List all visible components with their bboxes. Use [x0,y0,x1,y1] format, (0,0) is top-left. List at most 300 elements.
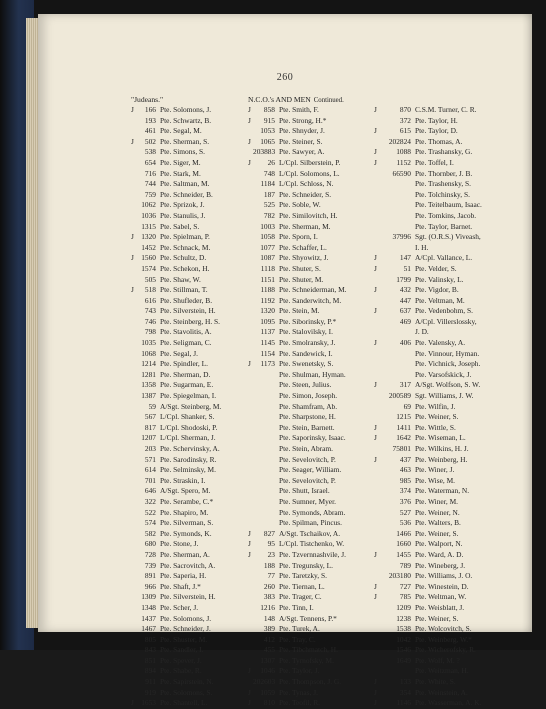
entry-number: 782 [263,210,275,220]
entry-number: 26 [267,157,275,167]
entry-name: Pte. Spever, J. [160,655,202,665]
roll-entry [248,455,347,466]
roll-entry [374,455,482,466]
entry-number: 1207 [141,433,156,443]
entry-number: 463 [399,465,411,475]
entry-number: 95 [267,539,275,549]
roll-entry [248,147,347,158]
entry-name: Pte. Sharpstone, H. [279,412,336,422]
entry-number: 69 [403,401,411,411]
entry-number [253,486,279,497]
roll-entry [131,455,221,466]
entry-name: Pte. Valensky, A. [415,338,466,348]
roll-entry [374,656,482,667]
entry-name: Pte. Walport, N. [415,539,463,549]
entry-number: 1215 [396,412,411,422]
entry-mark: J [248,136,251,146]
entry-number: 66590 [392,168,411,178]
entry-number: 1238 [396,613,411,623]
entry-number: 536 [399,518,411,528]
roll-entry [248,327,347,338]
roll-entry [131,529,221,540]
entry-name: Pte. Winestein, D. [415,581,469,591]
roll-entry [248,433,347,444]
entry-number: 919 [144,687,156,697]
entry-number: 1466 [396,528,411,538]
entry-number: 985 [399,475,411,485]
entry-name: Pte. Seager, William. [279,465,342,475]
roll-entry [131,603,221,614]
roll-entry [374,423,482,434]
entry-mark: J [131,232,134,242]
entry-name: A/Sgt. Steinberg, M. [160,401,222,411]
entry-number: 789 [399,560,411,570]
entry-name: Pte. Taylor, H. [415,115,458,125]
entry-name: Pte. Segal, M. [160,126,202,136]
entry-name: Pte. Tolchinsky, S. [415,189,470,199]
entry-mark: J [374,454,377,464]
entry-number: 518 [144,285,156,295]
entry-number: 1467 [141,624,156,634]
roll-entry [374,158,482,169]
entry-number: 1387 [141,391,156,401]
entry-name: Pte. Schneider, J. [160,624,211,634]
entry-number: 51 [403,263,411,273]
entry-name: Pte. Similovitch, H. [279,210,338,220]
entry-name: Pte. Turek, A. [279,624,320,634]
entry-number: 616 [144,295,156,305]
entry-mark: J [248,666,251,676]
entry-number: 1307 [260,655,275,665]
entry-number: 571 [144,454,156,464]
entry-name: Pte. Stein, M. [279,306,320,316]
entry-number [379,190,415,201]
entry-name: Pte. Sherman, M. [279,221,331,231]
entry-number: 1660 [396,539,411,549]
entry-name: Pte. Tzvernnashvile, J. [279,549,346,559]
entry-number: 728 [144,549,156,559]
entry-number: 260 [263,581,275,591]
entry-name: Pte. Wicherofsky, R. [415,645,476,655]
entry-name: Pte. Sanderwitch, M. [279,295,342,305]
entry-number: 701 [144,475,156,485]
roll-entry [248,518,347,529]
roll-entry [248,232,347,243]
entry-mark: J [131,285,134,295]
roll-entry [374,275,482,286]
entry-number: 1003 [260,221,275,231]
entry-name: Pte. Velder, S. [415,263,457,273]
roll-entry [248,614,347,625]
entry-number: 412 [263,634,275,644]
entry-number: 1042 [396,634,411,644]
entry-name: L/Cpl. Sherman, J. [160,433,216,443]
entry-number: 1053 [260,126,275,136]
roll-entry [374,296,482,307]
entry-number: 1411 [396,422,411,432]
entry-mark: J [131,698,134,708]
roll-entry [248,582,347,593]
entry-number: 1437 [141,613,156,623]
roll-entry [374,666,482,677]
entry-number: 1151 [260,274,275,284]
entry-number: 727 [399,581,411,591]
book-page [38,14,532,708]
entry-number: 77 [267,571,275,581]
entry-name: Pte. Trashansky, G. [415,147,473,157]
roll-entry [248,571,347,582]
roll-entry [131,359,221,370]
entry-name: Pte. Walters, B. [415,518,461,528]
roll-entry [248,391,347,402]
roll-entry [374,137,482,148]
roll-entry [131,518,221,529]
roll-entry [374,359,482,370]
entry-number: 522 [144,507,156,517]
entry-name: A/Cpl. Vallance, L. [415,253,473,263]
roll-entry [131,232,221,243]
entry-number: 203 [144,444,156,453]
roll-entry [131,582,221,593]
entry-name: A/Sgt. Wolfson, S. W. [415,380,481,390]
entry-number: 911 [145,677,156,687]
entry-name: Pte. Taylor, D. [415,126,458,136]
roll-entry [374,603,482,614]
entry-name: Pte. Shnyder, J. [279,126,325,136]
entry-name: Pte. Trager, C. [279,592,322,602]
roll-entry [248,423,347,434]
entry-number: 798 [144,327,156,337]
entry-number: 1455 [396,549,411,559]
roll-entry [131,486,221,497]
roll-entry [131,116,221,127]
entry-name: Pte. Wittle, S. [415,422,456,432]
entry-name: A/Sgt. Tschaikov, A. [279,528,341,538]
entry-number: 376 [399,496,411,506]
entry-number: 1062 [141,200,156,210]
entry-name: Pte. White, S. [415,677,456,687]
roll-entry [374,126,482,137]
entry-name: Pte. Trashensky, S. [415,179,471,189]
entry-name: J. D. [415,327,429,337]
entry-name: Pte. Weiner, S. [415,613,459,623]
entry-number: 582 [144,528,156,538]
roll-entry [248,412,347,423]
column-1 [131,94,221,709]
roll-entry [131,211,221,222]
entry-name: Pte. Wasserman, A. K. [415,698,482,708]
roll-entry [248,402,347,413]
roll-entry [131,497,221,508]
entry-number: 870 [399,105,411,114]
entry-mark: J [374,687,377,697]
entry-name: Pte. Tray, C. [279,634,316,644]
entry-number [253,380,279,391]
roll-entry [131,137,221,148]
entry-number: 1188 [260,285,275,295]
entry-name: Pte. Saltman, M. [160,179,210,189]
entry-number: 188 [263,560,275,570]
entry-name: Sgt. Williams, J. W. [415,391,474,401]
entry-number: 202603 [253,677,276,687]
roll-entry [131,169,221,180]
entry-number: 567 [144,412,156,422]
entry-number [379,327,415,338]
roll-entry [131,433,221,444]
entry-number [253,444,279,455]
entry-name: Pte. Saporinsky, Isaac. [279,433,346,443]
roll-entry [248,508,347,519]
roll-entry [374,582,482,593]
entry-name: L/Cpl. Schloss, N. [279,179,334,189]
entry-number [379,243,415,254]
entry-mark: J [374,380,377,390]
roll-entry [248,179,347,190]
entry-number: 1309 [141,592,156,602]
roll-entry [248,264,347,275]
entry-number: 1546 [396,645,411,655]
roll-entry [374,190,482,201]
roll-entry [131,412,221,423]
roll-entry [248,592,347,603]
entry-number [379,211,415,222]
entry-mark: J [248,115,251,125]
roll-entry [248,296,347,307]
entry-number: 759 [144,189,156,199]
entry-name: Pte. Sawyer, A. [279,147,325,157]
roll-entry [248,211,347,222]
entry-name: Pte. Ward, A. D. [415,549,464,559]
roll-entry [374,338,482,349]
roll-entry [374,243,482,254]
entry-number: 374 [399,486,411,496]
entry-number: 1320 [141,232,156,242]
entry-name: Pte. Siger, M. [160,157,201,167]
roll-entry [131,179,221,190]
entry-number: 187 [263,189,275,199]
entry-name: Pte. Serambe, C.* [160,496,214,506]
entry-name: Pte. Schaffer, L. [279,242,327,252]
entry-number: 133 [399,677,411,687]
entry-number: 851 [144,655,156,665]
entry-number: 739 [144,560,156,570]
roll-entry [248,349,347,360]
entry-name: Pte. Silverstein, H. [160,592,216,602]
roll-entry [248,444,347,455]
entry-name: Pte. Spiegelman, I. [160,391,217,401]
column-3 [374,94,482,709]
entry-name: Pte. Sporn, I. [279,232,318,242]
entry-number [253,412,279,423]
entry-name: Pte. Sevelovitch, P. [279,475,336,485]
entry-name: Pte. Simons, S. [160,147,205,157]
entry-name: Sgt. (O.R.S.) Viveash, [415,232,481,242]
roll-entry [131,645,221,656]
roll-entry [248,285,347,296]
entry-number: 432 [399,285,411,295]
roll-entry [374,476,482,487]
entry-name: Pte. Wise, M. [415,475,456,485]
judeans-heading: "Judeans." [131,95,164,104]
entry-number: 574 [144,518,156,528]
roll-entry [374,529,482,540]
roll-entry [374,635,482,646]
entry-number: 1209 [396,602,411,612]
entry-name: Pte. Tibchmatch, H. [279,645,338,655]
entry-number: 858 [263,105,275,114]
entry-name: Pte. Varsofskick, J. [415,369,472,379]
entry-number: 1118 [260,263,275,273]
roll-entry [131,200,221,211]
entry-mark: J [248,157,251,167]
roll-entry [374,508,482,519]
entry-number: 1036 [141,210,156,220]
entry-name: C.S.M. Turner, C. R. [415,105,477,114]
roll-entry [248,476,347,487]
roll-entry [131,688,221,699]
entry-name: Pte. Shabe, R. [160,666,202,676]
roll-entry [131,624,221,635]
entry-name: Pte. Seligman, C. [160,338,212,348]
page-number: 260 [276,72,294,83]
entry-mark: J [374,581,377,591]
roll-entry [131,508,221,519]
roll-entry [248,539,347,550]
roll-entry [131,243,221,254]
entry-name: I. H. [415,242,429,252]
entry-number: 1184 [260,179,275,189]
entry-number [379,666,415,677]
entry-mark: J [374,698,377,708]
entry-mark: J [374,549,377,559]
entry-mark: J [131,136,134,146]
roll-entry [131,317,221,328]
entry-number: 746 [144,316,156,326]
entry-number: 322 [144,496,156,506]
entry-number: 23 [267,549,275,559]
entry-name: Pte. Weisblatt, J. [415,602,465,612]
entry-name: Pte. Thornber, J. B. [415,168,473,178]
roll-entry [374,380,482,391]
roll-entry [131,698,221,709]
entry-name: Pte. Simon, Joseph. [279,391,338,401]
roll-entry [374,317,482,328]
roll-entry [374,147,482,158]
entry-number: 1035 [141,338,156,348]
entry-number [253,497,279,508]
entry-name: Pte. Schneiderman, M. [279,285,347,295]
entry-name: Pte. Shaw, W. [160,274,201,284]
entry-number: 502 [144,136,156,146]
entry-mark: J [374,433,377,443]
entry-mark: J [374,157,377,167]
entry-name: Pte. Spielman, P. [160,232,210,242]
entry-name: Pte. Weiner, S. [415,528,459,538]
entry-number: 527 [399,507,411,517]
roll-entry [374,444,482,455]
roll-entry [131,370,221,381]
roll-entry [248,306,347,317]
entry-number [379,179,415,190]
entry-name: Pte. Tomkins, Jacob. [415,210,477,220]
entry-name: Pte. Vinnour, Hyman. [415,348,480,358]
entry-number: 1649 [396,655,411,665]
roll-entry [131,465,221,476]
roll-entry [374,402,482,413]
entry-number: 166 [144,105,156,114]
entry-number: 1065 [260,136,275,146]
entry-name: Pte. Solomons, J. [160,105,212,114]
entry-name: Pte. Wiseman, L. [415,433,466,443]
entry-number: 447 [399,295,411,305]
entry-name: Pte. Stein, Abram. [279,444,333,453]
roll-entry [374,645,482,656]
entry-number: 505 [144,274,156,284]
roll-entry [248,698,347,709]
entry-number: 354 [399,687,411,697]
entry-name: Pte. Symonds, K. [160,528,212,538]
roll-entry [374,486,482,497]
entry-number: 744 [144,179,156,189]
entry-name: A/Cpl. Villerslossky, [415,316,477,326]
entry-name: Pte. Shufleder, B. [160,295,213,305]
roll-entry [248,126,347,137]
roll-entry [131,614,221,625]
entry-number: 538 [144,147,156,157]
entry-number: 743 [144,306,156,316]
entry-number: 1653 [141,698,156,708]
entry-name: Pte. Sandler, I. [160,645,204,655]
entry-number: 1146 [396,698,411,708]
entry-name: Pte. Vedenbohm, S. [415,306,473,316]
entry-name: Pte. Shaft, J.* [160,581,201,591]
roll-entry [131,338,221,349]
entry-number: 193 [144,115,156,125]
entry-name: Pte. Sapirstein, N. [160,677,214,687]
roll-entry [374,433,482,444]
entry-mark: J [374,147,377,157]
entry-mark: J [374,422,377,432]
roll-entry [374,370,482,381]
entry-number [253,433,279,444]
entry-name: Pte. Thomas, A. [415,136,463,146]
entry-number: 1281 [141,369,156,379]
entry-number: 372 [399,115,411,125]
entry-name: Pte. Shuster, M. [160,634,208,644]
entry-mark: J [248,698,251,708]
entry-name: Pte. Weinberg, H. [415,454,468,464]
entry-name: Pte. Winer, J. [415,465,455,475]
entry-mark: J [131,105,134,114]
entry-number: 203180 [388,571,411,581]
roll-entry [374,200,482,211]
entry-number: 894 [144,666,156,676]
entry-number [253,423,279,434]
entry-number: 469 [399,316,411,326]
entry-name: Pte. Weinstein, A. [415,687,468,697]
roll-entry [374,116,482,127]
entry-name: Pte. Winer, M. [415,496,458,506]
entry-number: 1137 [260,327,275,337]
roll-entry [374,571,482,582]
entry-number: 317 [399,380,411,390]
entry-number: 615 [399,126,411,136]
roll-entry [131,147,221,158]
entry-number: 1574 [141,263,156,273]
roll-entry [374,592,482,603]
entry-number: 383 [263,592,275,602]
entry-number: 637 [399,306,411,316]
